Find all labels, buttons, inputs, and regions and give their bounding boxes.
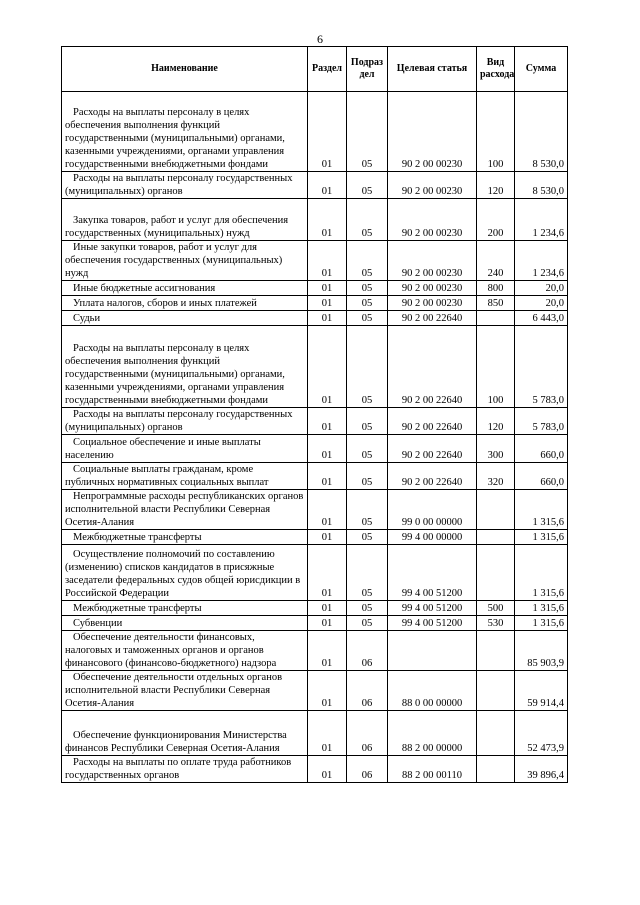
row-name: Субвенции xyxy=(62,616,308,631)
table-row xyxy=(62,241,568,281)
table-row xyxy=(62,281,568,296)
row-summa: 39 896,4 xyxy=(515,756,568,783)
row-celevaya-statya: 99 4 00 51200 xyxy=(388,616,477,631)
row-summa: 660,0 xyxy=(515,463,568,490)
header-celevaya-statya: Целевая статья xyxy=(388,47,477,92)
row-name: Иные бюджетные ассигнования xyxy=(62,281,308,296)
row-celevaya-statya: 90 2 00 00230 xyxy=(388,172,477,199)
row-razdel: 01 xyxy=(308,311,347,326)
row-summa: 1 315,6 xyxy=(515,616,568,631)
row-summa: 85 903,9 xyxy=(515,631,568,671)
row-summa: 20,0 xyxy=(515,296,568,311)
row-vid-raskhoda xyxy=(477,711,515,756)
row-razdel: 01 xyxy=(308,616,347,631)
row-vid-raskhoda xyxy=(477,545,515,601)
row-podrazdel: 05 xyxy=(347,435,388,463)
row-celevaya-statya: 90 2 00 00230 xyxy=(388,199,477,241)
row-name: Социальные выплаты гражданам, кроме публичных нормативных социальных выплат xyxy=(62,463,308,490)
row-razdel: 01 xyxy=(308,530,347,545)
table-row xyxy=(62,756,568,783)
row-razdel: 01 xyxy=(308,631,347,671)
row-vid-raskhoda: 120 xyxy=(477,172,515,199)
row-razdel: 01 xyxy=(308,490,347,530)
row-vid-raskhoda: 100 xyxy=(477,326,515,408)
row-name: Обеспечение функционирования Министерства финансов Республики Северная Осетия-Алания xyxy=(62,711,308,756)
row-celevaya-statya xyxy=(388,631,477,671)
row-celevaya-statya: 88 0 00 00000 xyxy=(388,671,477,711)
row-summa: 8 530,0 xyxy=(515,172,568,199)
table-row xyxy=(62,408,568,435)
row-name: Судьи xyxy=(62,311,308,326)
row-podrazdel: 05 xyxy=(347,326,388,408)
row-vid-raskhoda: 120 xyxy=(477,408,515,435)
table-row xyxy=(62,530,568,545)
table-row xyxy=(62,199,568,241)
row-razdel: 01 xyxy=(308,435,347,463)
row-summa: 1 315,6 xyxy=(515,601,568,616)
row-podrazdel: 05 xyxy=(347,545,388,601)
table-row xyxy=(62,711,568,756)
table-row xyxy=(62,545,568,601)
row-vid-raskhoda: 320 xyxy=(477,463,515,490)
row-podrazdel: 06 xyxy=(347,631,388,671)
row-podrazdel: 06 xyxy=(347,756,388,783)
row-podrazdel: 06 xyxy=(347,711,388,756)
row-name: Уплата налогов, сборов и иных платежей xyxy=(62,296,308,311)
row-name: Межбюджетные трансферты xyxy=(62,530,308,545)
row-summa: 1 315,6 xyxy=(515,490,568,530)
row-celevaya-statya: 90 2 00 22640 xyxy=(388,435,477,463)
row-podrazdel: 05 xyxy=(347,296,388,311)
table-row xyxy=(62,326,568,408)
header-podrazdel: Подраз дел xyxy=(347,47,388,92)
row-vid-raskhoda: 300 xyxy=(477,435,515,463)
table-row xyxy=(62,92,568,172)
row-summa: 52 473,9 xyxy=(515,711,568,756)
row-razdel: 01 xyxy=(308,172,347,199)
row-razdel: 01 xyxy=(308,296,347,311)
row-vid-raskhoda xyxy=(477,631,515,671)
row-name: Закупка товаров, работ и услуг для обеспечения государственных (муниципальных) нужд xyxy=(62,199,308,241)
row-summa: 59 914,4 xyxy=(515,671,568,711)
row-name: Расходы на выплаты персоналу в целях обеспечения выполнения функций государственными (муниципальными) органами, казенными учреждениями, органами управления государственными внебюджетными фондами xyxy=(62,326,308,408)
row-name: Расходы на выплаты персоналу государственных (муниципальных) органов xyxy=(62,172,308,199)
row-celevaya-statya: 90 2 00 00230 xyxy=(388,296,477,311)
row-celevaya-statya: 90 2 00 00230 xyxy=(388,92,477,172)
row-vid-raskhoda: 800 xyxy=(477,281,515,296)
row-vid-raskhoda xyxy=(477,671,515,711)
row-podrazdel: 05 xyxy=(347,241,388,281)
row-summa: 8 530,0 xyxy=(515,92,568,172)
row-razdel: 01 xyxy=(308,671,347,711)
table-row xyxy=(62,435,568,463)
header-summa: Сумма xyxy=(515,47,568,92)
row-celevaya-statya: 99 0 00 00000 xyxy=(388,490,477,530)
row-podrazdel: 05 xyxy=(347,408,388,435)
row-vid-raskhoda: 500 xyxy=(477,601,515,616)
row-celevaya-statya: 88 2 00 00110 xyxy=(388,756,477,783)
row-summa: 5 783,0 xyxy=(515,326,568,408)
row-vid-raskhoda xyxy=(477,530,515,545)
row-name: Иные закупки товаров, работ и услуг для обеспечения государственных (муниципальных) нужд xyxy=(62,241,308,281)
row-razdel: 01 xyxy=(308,326,347,408)
header-name: Наименование xyxy=(62,47,308,92)
row-summa: 1 234,6 xyxy=(515,241,568,281)
page-number: 6 xyxy=(317,32,323,46)
row-razdel: 01 xyxy=(308,241,347,281)
row-celevaya-statya: 90 2 00 22640 xyxy=(388,463,477,490)
table-header-row xyxy=(62,47,568,92)
table-row xyxy=(62,311,568,326)
row-summa: 1 234,6 xyxy=(515,199,568,241)
row-name: Осуществление полномочий по составлению (изменению) списков кандидатов в присяжные заседатели федеральных судов общей юрисдикции в Российской Федерации xyxy=(62,545,308,601)
row-razdel: 01 xyxy=(308,281,347,296)
table-row xyxy=(62,172,568,199)
header-vid-raskhoda: Вид расхода xyxy=(477,47,515,92)
row-podrazdel: 05 xyxy=(347,530,388,545)
budget-table xyxy=(61,46,568,783)
row-name: Расходы на выплаты персоналу в целях обеспечения выполнения функций государственными (муниципальными) органами, казенными учреждениями, органами управления государственными внебюджетными фондами xyxy=(62,92,308,172)
row-podrazdel: 05 xyxy=(347,601,388,616)
table-row xyxy=(62,463,568,490)
row-podrazdel: 05 xyxy=(347,490,388,530)
row-celevaya-statya: 88 2 00 00000 xyxy=(388,711,477,756)
row-name: Расходы на выплаты по оплате труда работников государственных органов xyxy=(62,756,308,783)
row-podrazdel: 05 xyxy=(347,281,388,296)
row-razdel: 01 xyxy=(308,408,347,435)
row-celevaya-statya: 99 4 00 00000 xyxy=(388,530,477,545)
row-name: Межбюджетные трансферты xyxy=(62,601,308,616)
row-podrazdel: 05 xyxy=(347,92,388,172)
row-podrazdel: 05 xyxy=(347,199,388,241)
row-summa: 660,0 xyxy=(515,435,568,463)
row-vid-raskhoda: 850 xyxy=(477,296,515,311)
row-name: Обеспечение деятельности отдельных органов исполнительной власти Республики Северная Осетия-Алания xyxy=(62,671,308,711)
row-razdel: 01 xyxy=(308,756,347,783)
row-razdel: 01 xyxy=(308,711,347,756)
row-celevaya-statya: 99 4 00 51200 xyxy=(388,545,477,601)
row-celevaya-statya: 99 4 00 51200 xyxy=(388,601,477,616)
row-name: Социальное обеспечение и иные выплаты населению xyxy=(62,435,308,463)
row-vid-raskhoda: 200 xyxy=(477,199,515,241)
row-podrazdel: 05 xyxy=(347,311,388,326)
table-row xyxy=(62,616,568,631)
row-vid-raskhoda xyxy=(477,490,515,530)
header-razdel: Раздел xyxy=(308,47,347,92)
row-vid-raskhoda: 530 xyxy=(477,616,515,631)
row-razdel: 01 xyxy=(308,601,347,616)
row-vid-raskhoda: 100 xyxy=(477,92,515,172)
row-vid-raskhoda xyxy=(477,756,515,783)
row-vid-raskhoda xyxy=(477,311,515,326)
row-celevaya-statya: 90 2 00 22640 xyxy=(388,326,477,408)
row-celevaya-statya: 90 2 00 00230 xyxy=(388,241,477,281)
row-summa: 6 443,0 xyxy=(515,311,568,326)
row-razdel: 01 xyxy=(308,545,347,601)
row-podrazdel: 06 xyxy=(347,671,388,711)
table-row xyxy=(62,671,568,711)
row-podrazdel: 05 xyxy=(347,172,388,199)
table-row xyxy=(62,296,568,311)
row-razdel: 01 xyxy=(308,463,347,490)
row-razdel: 01 xyxy=(308,92,347,172)
row-razdel: 01 xyxy=(308,199,347,241)
row-summa: 20,0 xyxy=(515,281,568,296)
table-row xyxy=(62,631,568,671)
row-celevaya-statya: 90 2 00 22640 xyxy=(388,408,477,435)
row-podrazdel: 05 xyxy=(347,463,388,490)
row-summa: 1 315,6 xyxy=(515,530,568,545)
table-row xyxy=(62,601,568,616)
row-podrazdel: 05 xyxy=(347,616,388,631)
row-name: Обеспечение деятельности финансовых, налоговых и таможенных органов и органов финансового (финансово-бюджетного) надзора xyxy=(62,631,308,671)
row-celevaya-statya: 90 2 00 22640 xyxy=(388,311,477,326)
row-summa: 5 783,0 xyxy=(515,408,568,435)
table-row xyxy=(62,490,568,530)
row-summa: 1 315,6 xyxy=(515,545,568,601)
row-celevaya-statya: 90 2 00 00230 xyxy=(388,281,477,296)
row-vid-raskhoda: 240 xyxy=(477,241,515,281)
row-name: Расходы на выплаты персоналу государственных (муниципальных) органов xyxy=(62,408,308,435)
row-name: Непрограммные расходы республиканских органов исполнительной власти Республики Северная Осетия-Алания xyxy=(62,490,308,530)
